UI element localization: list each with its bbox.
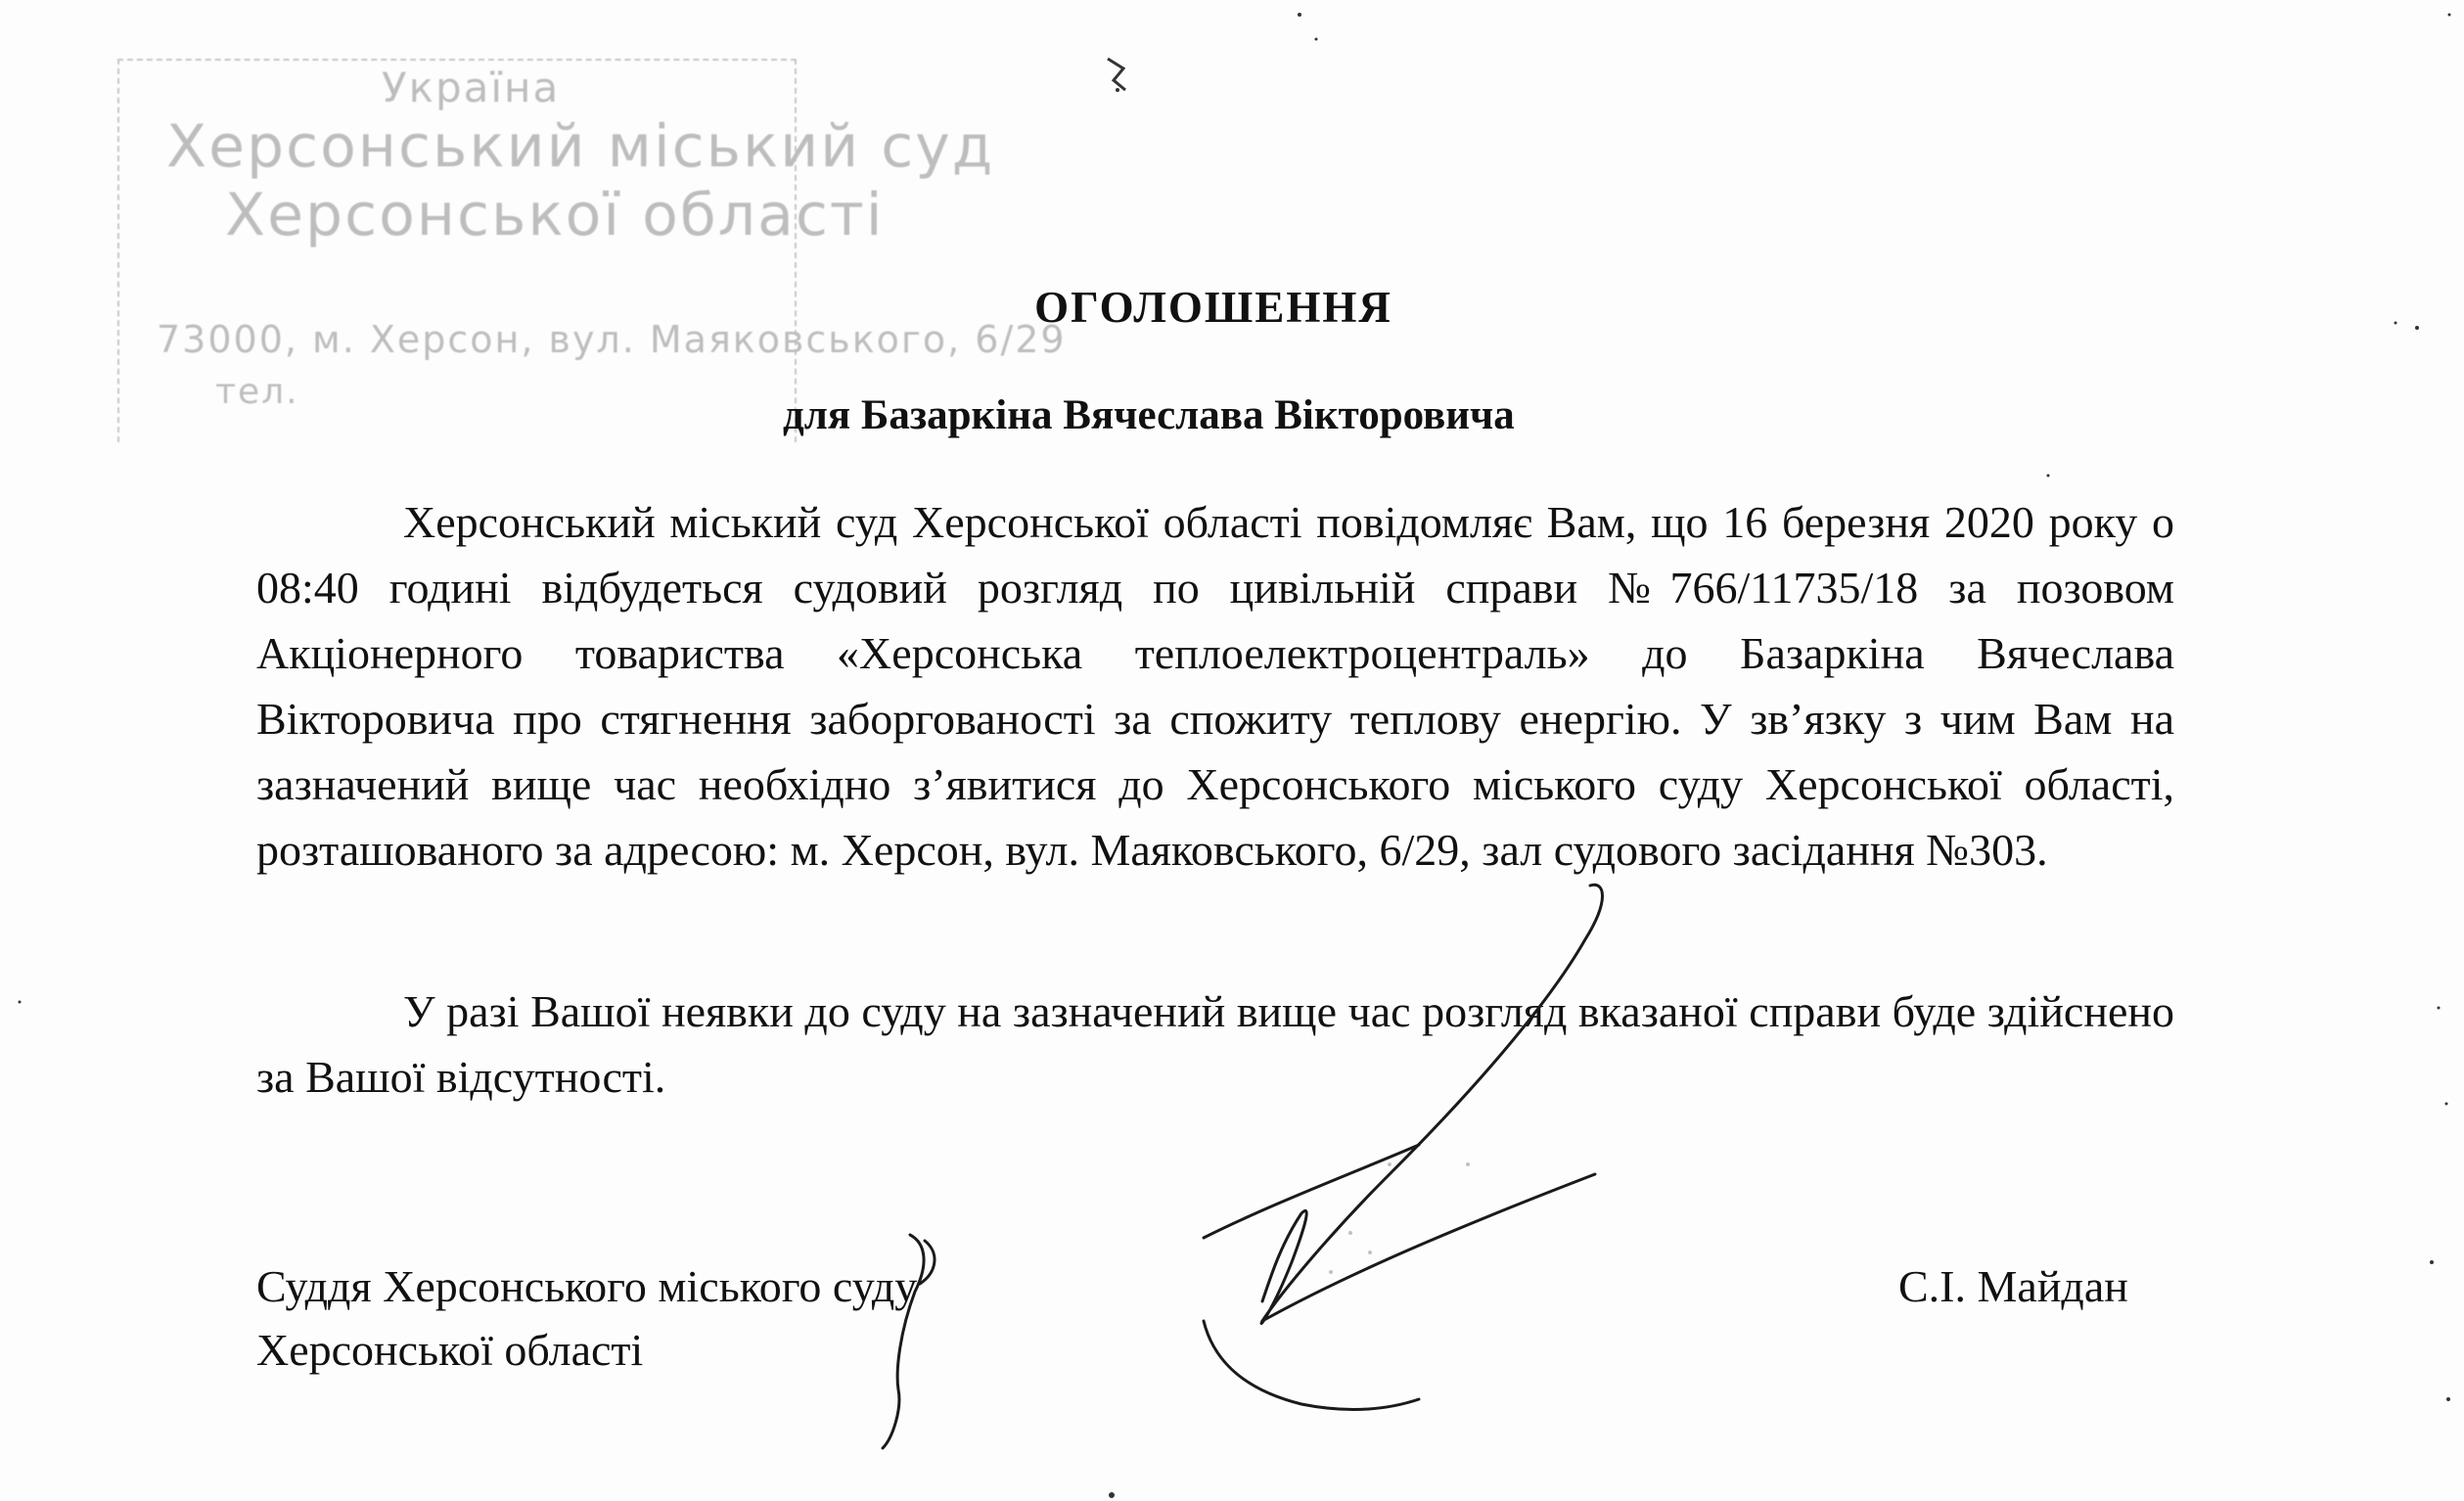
signatory-position-line-2: Херсонської області xyxy=(256,1325,644,1375)
notice-paragraph-2-text: У разі Вашої неявки до суду на зазначений вище час розгляд вказаної справи буде здійснено за Вашої відсутності. xyxy=(256,986,2174,1102)
stamp-line-region: Херсонської області xyxy=(225,181,885,250)
court-stamp xyxy=(117,59,1067,450)
signatory-name: С.І. Майдан xyxy=(1898,1261,2128,1311)
stamp-line-phone: тел. xyxy=(215,372,299,412)
stamp-line-court: Херсонський міський суд xyxy=(166,113,995,181)
notice-paragraph-1 xyxy=(256,489,2174,883)
stamp-line-address: 73000, м. Херсон, вул. Маяковського, 6/29 xyxy=(157,318,1067,361)
document-subtitle: для Базаркіна Вячеслава Вікторовича xyxy=(783,392,1515,438)
notice-paragraph-2 xyxy=(256,978,2174,1110)
signatory-position xyxy=(256,1254,917,1382)
signatory-position-line-1: Суддя Херсонського міського суду xyxy=(256,1261,918,1311)
stamp-line-country: Україна xyxy=(382,64,561,112)
document-title: ОГОЛОШЕННЯ xyxy=(1034,283,1392,332)
notice-paragraph-1-text: Херсонський міський суд Херсонської області повідомляє Вам, що 16 березня 2020 року о 08:40 годині відбудеться судовий розгляд по цивільній справи №766/11735/18 за позовом Акціонерного товариства «Херсонська теплоелектроцентраль» до Базаркіна Вячеслава Вікторовича про стягнення заборгованості за спожиту теплову енергію. У зв’язку з чим Вам на зазначений вище час необхідно з’явитися до Херсонського міського суду Херсонської області, розташованого за адресою: м. Херсон, вул. Маяковського, 6/29, зал судового засідання №303. xyxy=(256,497,2174,875)
